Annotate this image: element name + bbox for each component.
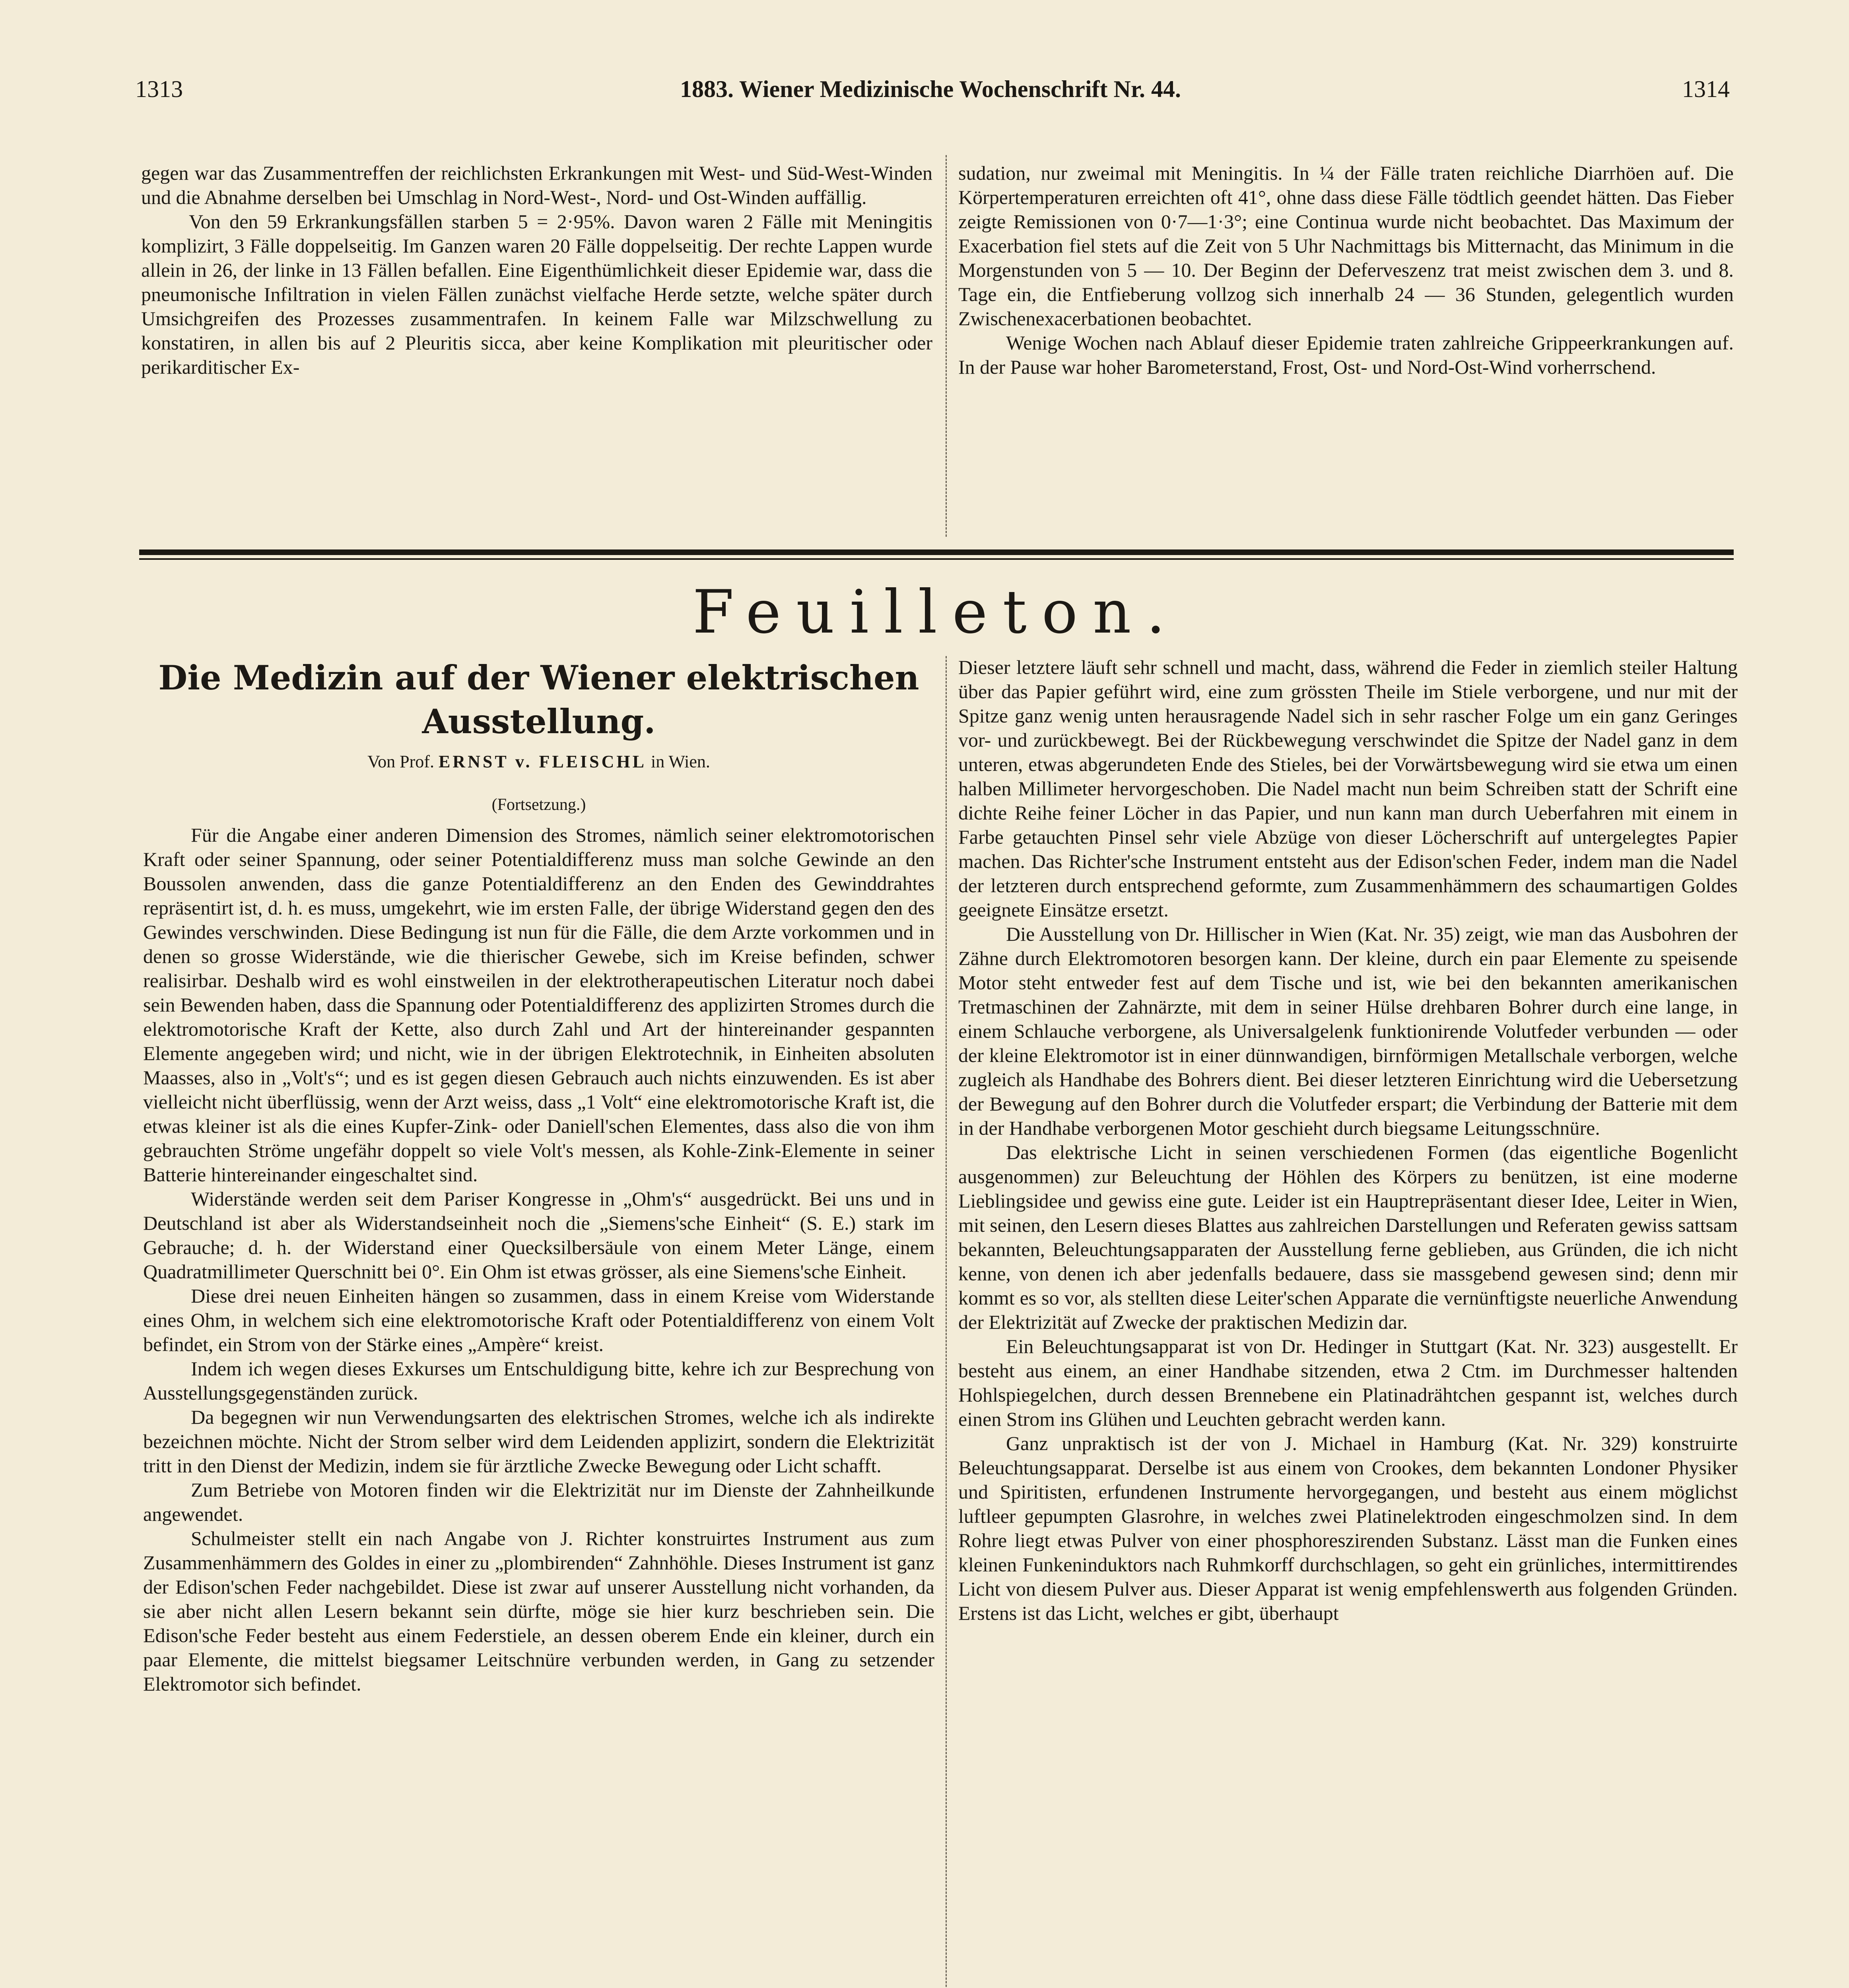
continuation-note: (Fortsetzung.) (491, 796, 586, 814)
paragraph: gegen war das Zusammentreffen der reichlichsten Erkrankungen mit West- und Süd-West-Winden und die Abnahme derselben bei Umschlag in Nord-West-, Nord- und Ost-Winden auffällig. (141, 162, 932, 208)
article-title: Die Medizin auf der Wiener elektrischen Ausstellung. (158, 658, 919, 741)
paragraph: Diese drei neuen Einheiten hängen so zusammen, dass in einem Kreise vom Widerstande eines Ohm, in welchem sich eine elektromotorische Kraft oder Potentialdifferenz von einem Volt befindet, ein Strom von der Stärke eines „Ampère“ kreist. (143, 1285, 934, 1355)
paragraph: Die Ausstellung von Dr. Hillischer in Wien (Kat. Nr. 35) zeigt, wie man das Ausbohren der Zähne durch Elektromotoren besorgen kann. Der kleine, durch ein paar Elemente zu speisende Motor steht entweder fest auf dem Tische und ist, wie bei den bekannten amerikanischen Tretmaschinen der Zahnärzte, mit dem in seiner Hülse drehbaren Bohrer durch eine lange, in einem Schlauche verborgene, als Universalgelenk funktionirende Volutfeder verbunden — oder der kleine Elektromotor ist in einer dünnwandigen, birnförmigen Metallschale verborgen, welche zugleich als Handhabe des Bohrers dient. Bei dieser letzteren Einrichtung wird die Uebersetzung der Bewegung auf den Bohrer durch die Volutfeder erspart; die Verbindung der Batterie mit dem in der Handhabe verborgenen Motor geschieht durch biegsame Leitungsschnüre. (958, 923, 1738, 1139)
column-divider (946, 155, 947, 537)
paragraph: Dieser letztere läuft sehr schnell und macht, dass, während die Feder in ziemlich steiler Haltung über das Papier geführt wird, eine zum grössten Theile im Stiele verborgene, und nur mit der Spitze ganz wenig unten herausragende Nadel sich in sehr rascher Folge um ein ganz Geringes vor- und zurückbewegt. Bei der Rückbewegung verschwindet die Spitze der Nadel ganz in dem unteren, etwas abgerundeten Ende des Stieles, bei der Vorwärtsbewegung wird sie etwa um einen halben Millimeter hervorgeschoben. Die Nadel macht nun beim Schreiben statt der Schrift eine dichte Reihe feiner Löcher in das Papier, und nun kann man durch Ueberfahren mit einem in Farbe getauchten Pinsel sehr viele Abzüge von dieser Löcherschrift auf untergelegtes Papier machen. Das Richter'sche Instrument entsteht aus der Edison'schen Feder, indem man die Nadel der letzteren durch entsprechend geformte, zum Zusammenhämmern des schaumartigen Goldes geeignete Einsätze ersetzt. (958, 656, 1738, 921)
paragraph: Von den 59 Erkrankungsfällen starben 5 = 2·95%. Davon waren 2 Fälle mit Meningitis komplizirt, 3 Fälle doppelseitig. Im Ganzen waren 20 Fälle doppelseitig. Der rechte Lappen wurde allein in 26, der linke in 13 Fällen befallen. Eine Eigenthümlichkeit dieser Epidemie war, dass die pneumonische Infiltration in vielen Fällen zunächst vielfache Herde setzte, welche später durch Umsichgreifen des Prozesses zusammentrafen. In keinem Falle war Milzschwellung zu konstatiren, in allen bis auf 2 Pleuritis sicca, aber keine Komplikation mit pleuritischer oder perikarditischer Ex- (141, 210, 932, 378)
top-right-column (958, 161, 1734, 379)
bottom-right-column (958, 655, 1738, 1625)
paragraph: Widerstände werden seit dem Pariser Kongresse in „Ohm's“ ausgedrückt. Bei uns und in Deutschland ist aber als Widerstandseinheit noch die „Siemens'sche Einheit“ (S. E.) stark im Gebrauche; d. h. der Widerstand einer Quecksilbersäule von einem Meter Länge, einem Quadratmillimeter Querschnitt bei 0°. Ein Ohm ist etwas grösser, als eine Siemens'sche Einheit. (143, 1188, 934, 1283)
paragraph: Zum Betriebe von Motoren finden wir die Elektrizität nur im Dienste der Zahnheilkunde angewendet. (143, 1479, 934, 1525)
section-rule (139, 549, 1734, 555)
byline-prefix: Von Prof. (367, 752, 434, 771)
bottom-left-column (143, 823, 934, 1696)
paragraph: Ganz unpraktisch ist der von J. Michael in Hamburg (Kat. Nr. 329) konstruirte Beleuchtungsapparat. Derselbe ist aus einem von Crookes, dem bekannten Londoner Physiker und Spiritisten, erfundenen Instrumente hervorgegangen, und besteht aus einem möglichst luftleer gepumpten Glasrohre, in welches zwei Platinelektroden eingeschmolzen sind. In dem Rohre liegt etwas Pulver von einer phosphoreszirenden Substanz. Lässt man die Funken eines kleinen Funkeninduktors nach Ruhmkorff durchschlagen, so geht ein grünliches, intermittirendes Licht von diesem Pulver aus. Dieser Apparat ist wenig empfehlenswerth aus folgenden Gründen. Erstens ist das Licht, welches er gibt, überhaupt (958, 1432, 1738, 1624)
section-rule-thin (139, 558, 1734, 560)
paragraph: Schulmeister stellt ein nach Angabe von J. Richter konstruirtes Instrument aus zum Zusammenhämmern des Goldes in einer zu „plombirenden“ Zahnhöhle. Dieses Instrument ist ganz der Edison'schen Feder nachgebildet. Diese ist zwar auf unserer Ausstellung nicht vorhanden, da sie aber nicht allen Lesern bekannt sein dürfte, möge sie hier kurz beschrieben sein. Die Edison'sche Feder besteht aus einem Federstiele, an dessen oberem Ende ein kleiner, durch ein paar Elemente, die mittelst biegsamer Leitschnüre verbunden werden, in Gang zu setzender Elektromotor sich befindet. (143, 1527, 934, 1695)
paragraph: Da begegnen wir nun Verwendungsarten des elektrischen Stromes, welche ich als indirekte bezeichnen möchte. Nicht der Strom selber wird dem Leidenden applizirt, sondern die Elektrizität tritt in den Dienst der Medizin, indem sie für ärztliche Zwecke Bewegung oder Licht schafft. (143, 1406, 934, 1477)
paragraph: Das elektrische Licht in seinen verschiedenen Formen (das eigentliche Bogenlicht ausgenommen) zur Beleuchtung der Höhlen des Körpers zu benützen, ist eine moderne Lieblingsidee und gewiss eine gute. Leider ist ein Hauptrepräsentant dieser Idee, Leiter in Wien, mit seinen, den Lesern dieses Blattes aus zahlreichen Darstellungen und Referaten gewiss sattsam bekannten, Beleuchtungsapparaten der Ausstellung ferne geblieben, aus Gründen, die ich nicht kenne, von denen ich aber jedenfalls bedauere, dass sie massgebend gewesen sind; denn mir kommt es so vor, als stellten diese Leiter'schen Apparate die vernünftigste neuerliche Anwendung der Elektrizität auf Zwecke der praktischen Medizin dar. (958, 1141, 1738, 1333)
byline-suffix: in Wien. (651, 752, 710, 771)
top-left-column (141, 161, 932, 379)
journal-title: 1883. Wiener Medizinische Wochenschrift Nr. 44. (680, 76, 1181, 102)
page-header (127, 76, 1734, 111)
page-number-left: 1313 (135, 76, 183, 102)
page-number-right: 1314 (1682, 76, 1730, 102)
paragraph: Indem ich wegen dieses Exkurses um Entschuldigung bitte, kehre ich zur Besprechung von Ausstellungsgegenständen zurück. (143, 1357, 934, 1404)
section-heading: Feuilleton. (692, 578, 1181, 647)
paragraph: Für die Angabe einer anderen Dimension des Stromes, nämlich seiner elektromotorischen Kraft oder seiner Spannung, oder seiner Potentialdifferenz muss man solche Gewinde an den Boussolen anwenden, dass die ganze Potentialdifferenz an den Enden des Gewinddrahtes repräsentirt ist, d. h. es muss, umgekehrt, wie im ersten Falle, der übrige Widerstand gegen den des Gewindes verschwinden. Diese Bedingung ist nun für die Fälle, die dem Arzte vorkommen und in denen so grosse Widerstände, wie die thierischer Gewebe, sich im Kreise befinden, schwer realisirbar. Deshalb wird es wohl einstweilen in der elektrotherapeutischen Literatur noch dabei sein Bewenden haben, dass die Spannung oder Potentialdifferenz des applizirten Stromes durch die elektromotorische Kraft der Kette, also durch Zahl und Art der hintereinander gespannten Elemente angegeben wird; und nicht, wie in der übrigen Elektrotechnik, in Einheiten absoluten Maasses, also in „Volt's“; und es ist gegen diesen Gebrauch auch nichts einzuwenden. Es ist aber vielleicht nicht überflüssig, wenn der Arzt weiss, dass „1 Volt“ eine elektromotorische Kraft ist, die etwas kleiner ist als die eines Kupfer-Zink- oder Daniell'schen Elementes, dass also die von ihm gebrauchten Ströme ungefähr doppelt so viele Volt's messen, als Kohle-Zink-Elemente in seiner Batterie hintereinander eingeschaltet sind. (143, 824, 934, 1186)
column-divider (946, 656, 947, 1988)
author-name: ERNST v. FLEISCHL (438, 752, 647, 771)
paragraph: Wenige Wochen nach Ablauf dieser Epidemie traten zahlreiche Grippeerkrankungen auf. In der Pause war hoher Barometerstand, Frost, Ost- und Nord-Ost-Wind vorherrschend. (958, 332, 1734, 378)
article-byline (143, 751, 934, 772)
paragraph: sudation, nur zweimal mit Meningitis. In ¼ der Fälle traten reichliche Diarrhöen auf. Die Körpertemperaturen erreichten oft 41°, ohne dass diese Fälle tödtlich geendet hätten. Das Fieber zeigte Remissionen von 0·7—1·3°; eine Continua wurde nicht beobachtet. Das Maximum der Exacerbation fiel stets auf die Zeit von 5 Uhr Nachmittags bis Mitternacht, das Minimum in die Morgenstunden von 5 — 10. Der Beginn der Deferveszenz trat meist zwischen dem 3. und 8. Tage ein, die Entfieberung vollzog sich innerhalb 24 — 36 Stunden, gelegentlich wurden Zwischenexacerbationen beobachtet. (958, 162, 1734, 330)
paragraph: Ein Beleuchtungsapparat ist von Dr. Hedinger in Stuttgart (Kat. Nr. 323) ausgestellt. Er besteht aus einem, an einer Handhabe sitzenden, etwa 2 Ctm. im Durchmesser haltenden Hohlspiegelchen, durch dessen Brennebene ein Platinadrähtchen gespannt ist, welches durch einen Strom ins Glühen und Leuchten gebracht werden kann. (958, 1335, 1738, 1430)
